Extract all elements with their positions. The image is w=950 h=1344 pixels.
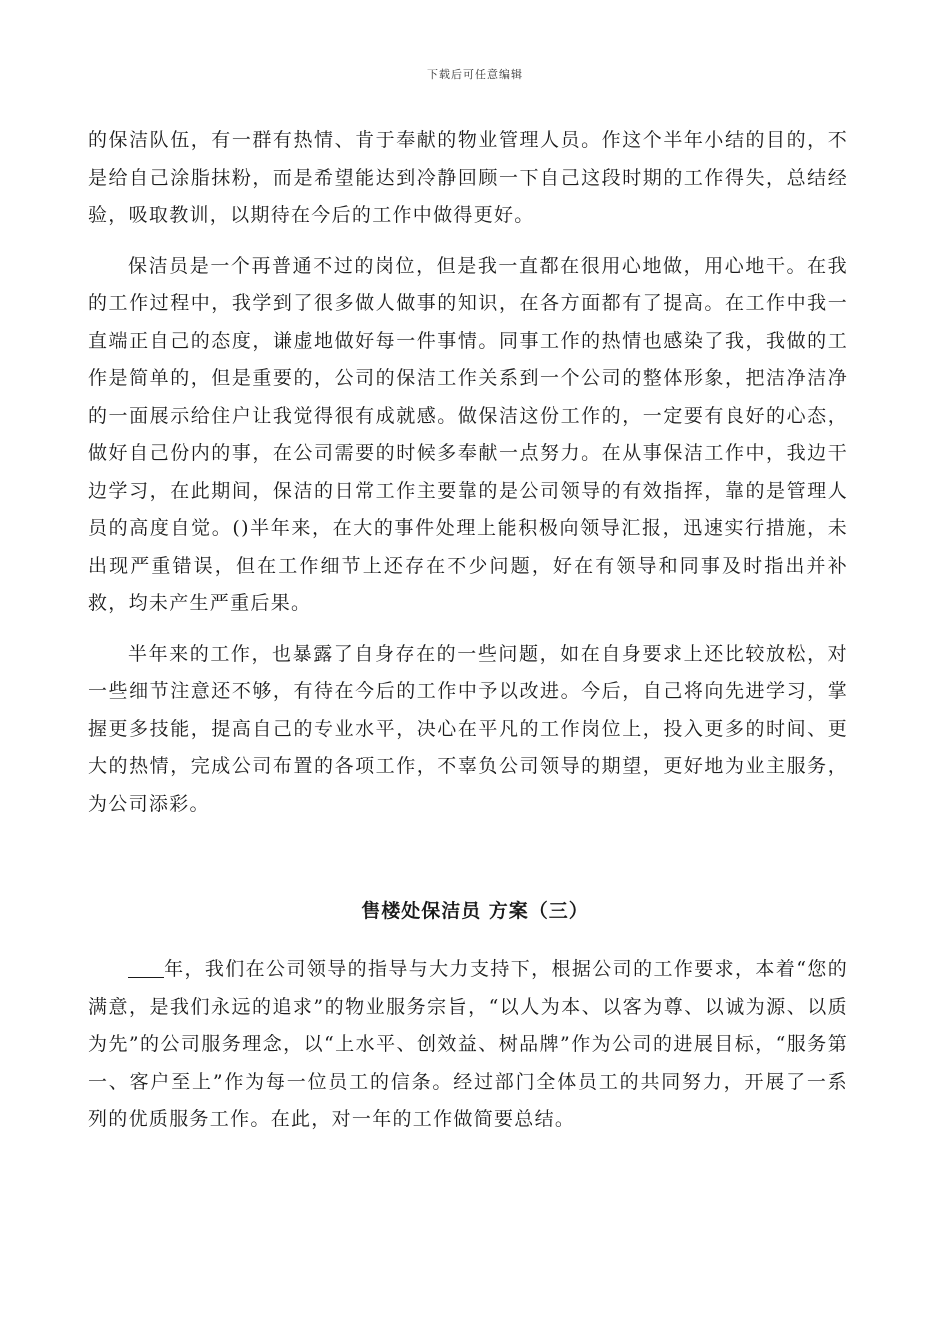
section-body — [88, 951, 848, 1139]
paragraph-2: 保洁员是一个再普通不过的岗位，但是我一直都在很用心地做，用心地干。在我的工作过程中，我学到了很多做人做事的知识，在各方面都有了提高。在工作中我一直端正自己的态度，谦虚地做好每一件事情。同事工作的热情也感染了我，我做的工作是简单的，但是重要的，公司的保洁工作关系到一个公司的整体形象，把洁净洁净的一面展示给住户让我觉得很有成就感。做保洁这份工作的，一定要有良好的心态，做好自己份内的事，在公司需要的时候多奉献一点努力。在从事保洁工作中，我边干边学习，在此期间，保洁的日常工作主要靠的是公司领导的有效指挥，靠的是管理人员的高度自觉。()半年来，在大的事件处理上能积极向领导汇报，迅速实行措施，未出现严重错误，但在工作细节上还存在不少问题，好在有领导和同事及时指出并补救，均未产生严重后果。 — [88, 254, 848, 614]
section-title: 售楼处保洁员 方案（三） — [361, 900, 589, 922]
fill-in-blank — [128, 957, 164, 978]
page-header: 下载后可任意编辑 — [427, 68, 523, 81]
paragraph-1: 的保洁队伍，有一群有热情、肯于奉献的物业管理人员。作这个半年小结的目的，不是给自己涂脂抹粉，而是希望能达到冷静回顾一下自己这段时期的工作得失，总结经验，吸取教训，以期待在今后的工作中做得更好。 — [88, 129, 848, 226]
paragraph-3: 半年来的工作，也暴露了自身存在的一些问题，如在自身要求上还比较放松，对一些细节注意还不够，有待在今后的工作中予以改进。今后，自己将向先进学习，掌握更多技能，提高自己的专业水平，决心在平凡的工作岗位上，投入更多的时间、更大的热情，完成公司布置的各项工作，不辜负公司领导的期望，更好地为业主服务，为公司添彩。 — [88, 642, 848, 815]
section-paragraph-text: 年，我们在公司领导的指导与大力支持下，根据公司的工作要求，本着“您的满意，是我们永远的追求”的物业服务宗旨，“以人为本、以客为尊、以诚为源、以质为先”的公司服务理念，以“上水平、创效益、树品牌”作为公司的进展目标，“服务第一、客户至上”作为每一位员工的信条。经过部门全体员工的共同努力，开展了一系列的优质服务工作。在此，对一年的工作做简要总结。 — [88, 958, 848, 1130]
section-paragraph — [88, 951, 848, 1139]
document-body — [88, 122, 848, 823]
